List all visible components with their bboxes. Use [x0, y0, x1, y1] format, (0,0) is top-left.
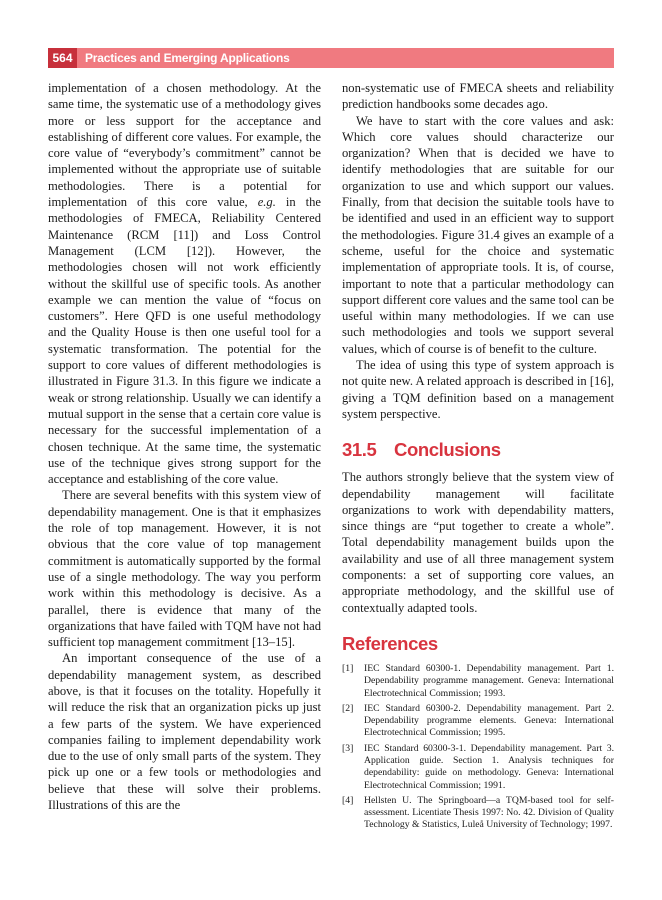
- reference-item: [342, 743, 614, 792]
- running-header: [48, 48, 614, 68]
- right-column: [342, 80, 614, 835]
- reference-item: [342, 795, 614, 832]
- conclusions-paragraph: The authors strongly believe that the system view of dependability management will facilitate organizations to work with dependability matters, since things are “put together to create a whole”. Total dependability management builds upon the availability and use of all three management system components: a set of supporting core values, an appropriate methodology, and the skillful use of contextually adapted tools.: [342, 470, 614, 615]
- body-paragraph: We have to start with the core values and ask: Which core values should characterize our organization? When that is decided we have to identify methodologies that are suitable for our organization to use and which support our values. Finally, from that decision the suitable tools have to be identified and used in an efficient way to support the methodologies. Figure 31.4 gives an example of a scheme, useful for the choice and systematic implementation of appropriate tools. It is, of course, important to note that a particular methodology can support different core values and the same tool can be useful within many methodologies. If we can use such methodologies and tools we support several values, which of course is of benefit to the culture.: [342, 113, 614, 356]
- body-paragraph: An important consequence of the use of a dependability management system, as described above, is that it focuses on the totality. Hopefully it will reduce the risk that an organization picks up just a few parts of the system. We have experienced companies failing to implement dependability work due to the use of only small parts of the system. They pick up one or a few tools or methodologies and believe that these will solve their problems. Illustrations of this are the: [48, 651, 321, 813]
- reference-text: IEC Standard 60300-3-1. Dependability management. Part 3. Application guide. Section 1. Analysis techniques for dependability: guide on methodology. Geneva: International Electrotechnical Commission; 1991.: [364, 742, 614, 791]
- running-title: Practices and Emerging Applications: [85, 51, 290, 65]
- body-paragraph: non-systematic use of FMECA sheets and reliability prediction handbooks some decades ago.: [342, 81, 614, 112]
- section-heading-conclusions: [342, 439, 614, 461]
- reference-list: [342, 663, 614, 832]
- reference-item: [342, 663, 614, 700]
- reference-number: [2]: [342, 702, 354, 714]
- reference-text: IEC Standard 60300-1. Dependability management. Part 1. Dependability programme management. Geneva: International Electrotechnical Commission; 1993.: [364, 662, 614, 699]
- left-column: [48, 80, 321, 813]
- page-number: 564: [48, 48, 77, 68]
- body-paragraph: There are several benefits with this system view of dependability management. One is that it emphasizes the role of top management. However, it is not obvious that the core value of top management commitment is automatically supported by the formal use of a single methodology. The way you perform work within this methodology is decisive. As a parallel, there is evidence that many of the organizations that have failed with TQM have not had sufficient top management commitment [13–15].: [48, 488, 321, 650]
- section-title: Conclusions: [394, 439, 501, 461]
- section-number: 31.5: [342, 439, 377, 461]
- reference-text: IEC Standard 60300-2. Dependability management. Part 2. Dependability programme elements. Geneva: International Electrotechnical Commission; 1995.: [364, 702, 614, 739]
- reference-number: [1]: [342, 662, 354, 674]
- body-paragraph: The idea of using this type of system approach is not quite new. A related approach is described in [16], giving a TQM definition based on a management system perspective.: [342, 358, 614, 421]
- references-heading: References: [342, 632, 438, 654]
- reference-text: Hellsten U. The Springboard—a TQM-based tool for self-assessment. Licentiate Thesis 1997: No. 42. Division of Quality Technology & Statistics, Luleå University of Technology; 1997.: [364, 794, 614, 831]
- reference-item: [342, 703, 614, 740]
- body-paragraph: implementation of a chosen methodology. At the same time, the systematic use of a methodology gives more or less support for the acceptance and establishing of different core values. For example, the core value of “everybody’s commitment” cannot be implemented without the appropriate use of suitable methodologies. There is a potential for implementation of this core value, e.g. in the methodologies of FMECA, Reliability Centered Maintenance (RCM [11]) and Loss Control Management (LCM [12]). However, the methodologies chosen will not work efficiently without the skillful use of specific tools. As another example we can mention the value of “focus on customers”. Here QFD is one useful methodology and the Quality House is then one useful tool for a systematic transformation. The potential for the support to core values of different methodologies is illustrated in Figure 31.3. In this figure we indicate a weak or strong relationship. Usually we can identify a mutual support in the sense that a certain core value is necessary for the successful implementation of a chosen technique. At the same time, the systematic use of the technique gives strong support for the acceptance and establishing of the core value.: [48, 81, 322, 487]
- reference-number: [3]: [342, 742, 354, 754]
- reference-number: [4]: [342, 794, 354, 806]
